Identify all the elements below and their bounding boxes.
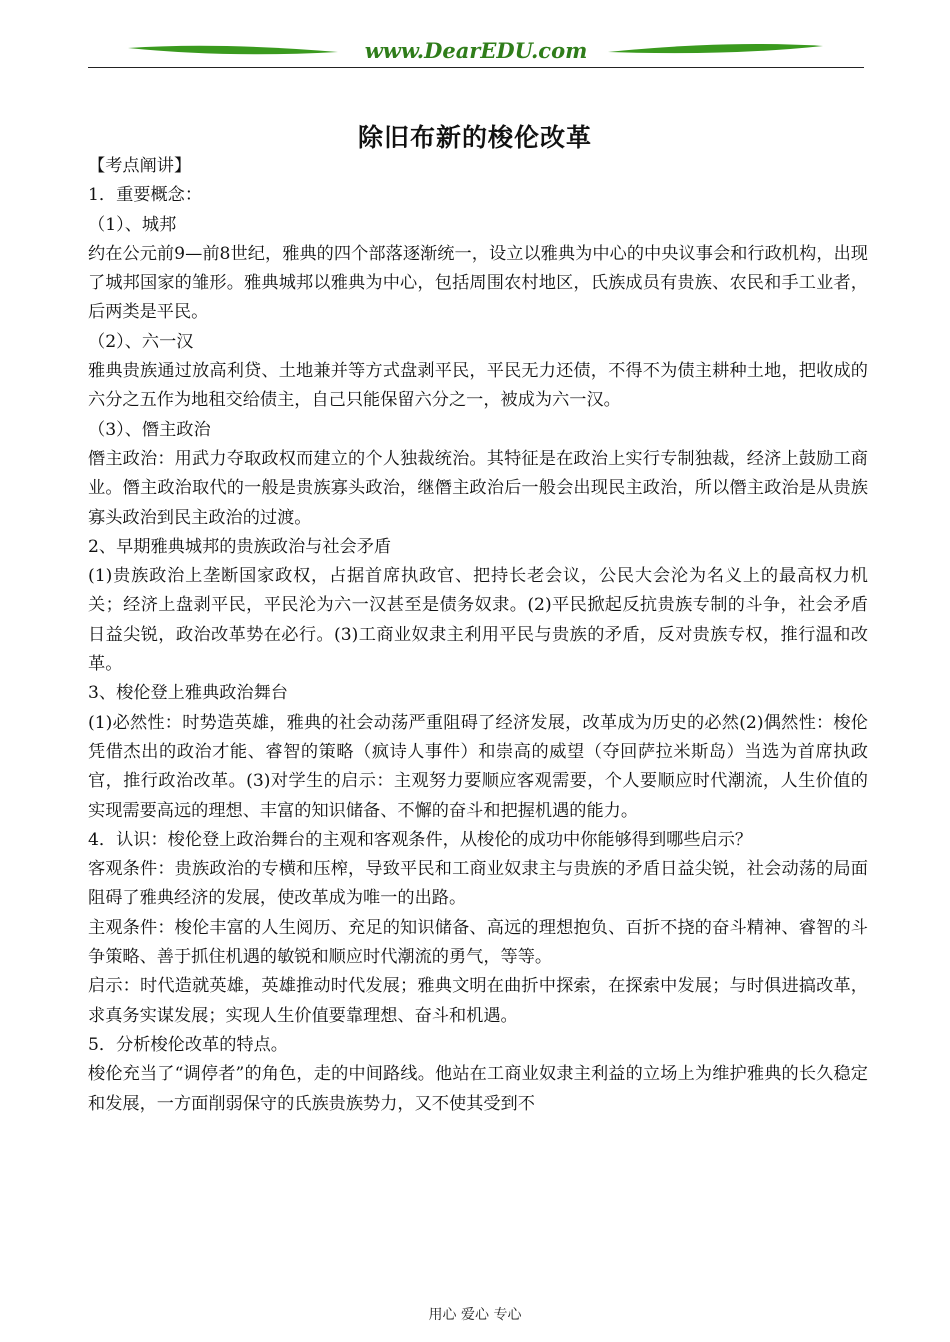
body-paragraph: (1)贵族政治上垄断国家政权，占据首席执政官、把持长老会议，公民大会沦为名义上的最高权力机关；经济上盘剥平民，平民沦为六一汉甚至是债务奴隶。(2)平民掀起反抗贵族专制的斗争，社会矛盾日益尖锐，政治改革势在必行。(3)工商业奴隶主利用平民与贵族的矛盾，反对贵族专权，推行温和改革。 xyxy=(88,566,868,675)
left-swoosh-icon xyxy=(128,46,338,55)
body-paragraph: 1．重要概念： xyxy=(88,185,203,206)
body-paragraph: 主观条件：梭伦丰富的人生阅历、充足的知识储备、高远的理想抱负、百折不挠的奋斗精神、睿智的斗争策略、善于抓住机遇的敏锐和顺应时代潮流的勇气，等等。 xyxy=(88,917,868,968)
body-paragraph: 僭主政治：用武力夺取政权而建立的个人独裁统治。其特征是在政治上实行专制独裁，经济上鼓励工商业。僭主政治取代的一般是贵族寡头政治，继僭主政治后一般会出现民主政治，所以僭主政治是从贵族寡头政治到民主政治的过渡。 xyxy=(88,448,868,528)
site-logo: www.DearEDU.com xyxy=(364,38,588,63)
body-paragraph: （2）、六一汉 xyxy=(88,331,194,352)
body-paragraph: 【考点阐讲】 xyxy=(88,156,192,176)
header-divider xyxy=(88,67,864,68)
body-paragraph: 客观条件：贵族政治的专横和压榨，导致平民和工商业奴隶主与贵族的矛盾日益尖锐，社会动荡的局面阻碍了雅典经济的发展，使改革成为唯一的出路。 xyxy=(88,859,868,909)
document-body xyxy=(88,152,868,1119)
body-paragraph: 5．分析梭伦改革的特点。 xyxy=(88,1034,288,1055)
body-paragraph: 约在公元前9—前8世纪，雅典的四个部落逐渐统一，设立以雅典为中心的中央议事会和行政机构，出现了城邦国家的雏形。雅典城邦以雅典为中心，包括周围农村地区，氏族成员有贵族、农民和手工业者，后两类是平民。 xyxy=(88,243,868,323)
body-paragraph: 3、梭伦登上雅典政治舞台 xyxy=(88,683,288,704)
body-paragraph: 梭伦充当了“调停者”的角色，走的中间路线。他站在工商业奴隶主利益的立场上为维护雅典的长久稳定和发展，一方面削弱保守的氏族贵族势力，又不使其受到不 xyxy=(88,1064,868,1114)
body-paragraph: (1)必然性：时势造英雄，雅典的社会动荡严重阻碍了经济发展，改革成为历史的必然(2)偶然性：梭伦凭借杰出的政治才能、睿智的策略（疯诗人事件）和崇高的威望（夺回萨拉米斯岛）当选为首席执政官，推行政治改革。(3)对学生的启示：主观努力要顺应客观需要，个人要顺应时代潮流，人生价值的实现需要高远的理想、丰富的知识储备、不懈的奋斗和把握机遇的能力。 xyxy=(88,712,868,821)
body-paragraph: 4．认识：梭伦登上政治舞台的主观和客观条件，从梭伦的成功中你能够得到哪些启示？ xyxy=(88,829,753,850)
document-title: 除旧布新的梭伦改革 xyxy=(357,123,592,152)
body-paragraph: 雅典贵族通过放高利贷、土地兼并等方式盘剥平民，平民无力还债，不得不为债主耕种土地，把收成的六分之五作为地租交给债主，自己只能保留六分之一，被成为六一汉。 xyxy=(88,361,868,411)
body-paragraph: （1）、城邦 xyxy=(88,214,177,235)
page-header xyxy=(88,28,864,70)
body-paragraph: （3）、僭主政治 xyxy=(88,419,211,440)
page-footer: 用心 爱心 专心 xyxy=(428,1307,522,1323)
body-paragraph: 启示：时代造就英雄，英雄推动时代发展；雅典文明在曲折中探索，在探索中发展；与时俱进搞改革，求真务实谋发展；实现人生价值要靠理想、奋斗和机遇。 xyxy=(88,976,868,1026)
header-logo-banner xyxy=(88,28,864,70)
body-paragraph: 2、早期雅典城邦的贵族政治与社会矛盾 xyxy=(88,536,392,557)
right-swoosh-icon xyxy=(608,44,823,53)
